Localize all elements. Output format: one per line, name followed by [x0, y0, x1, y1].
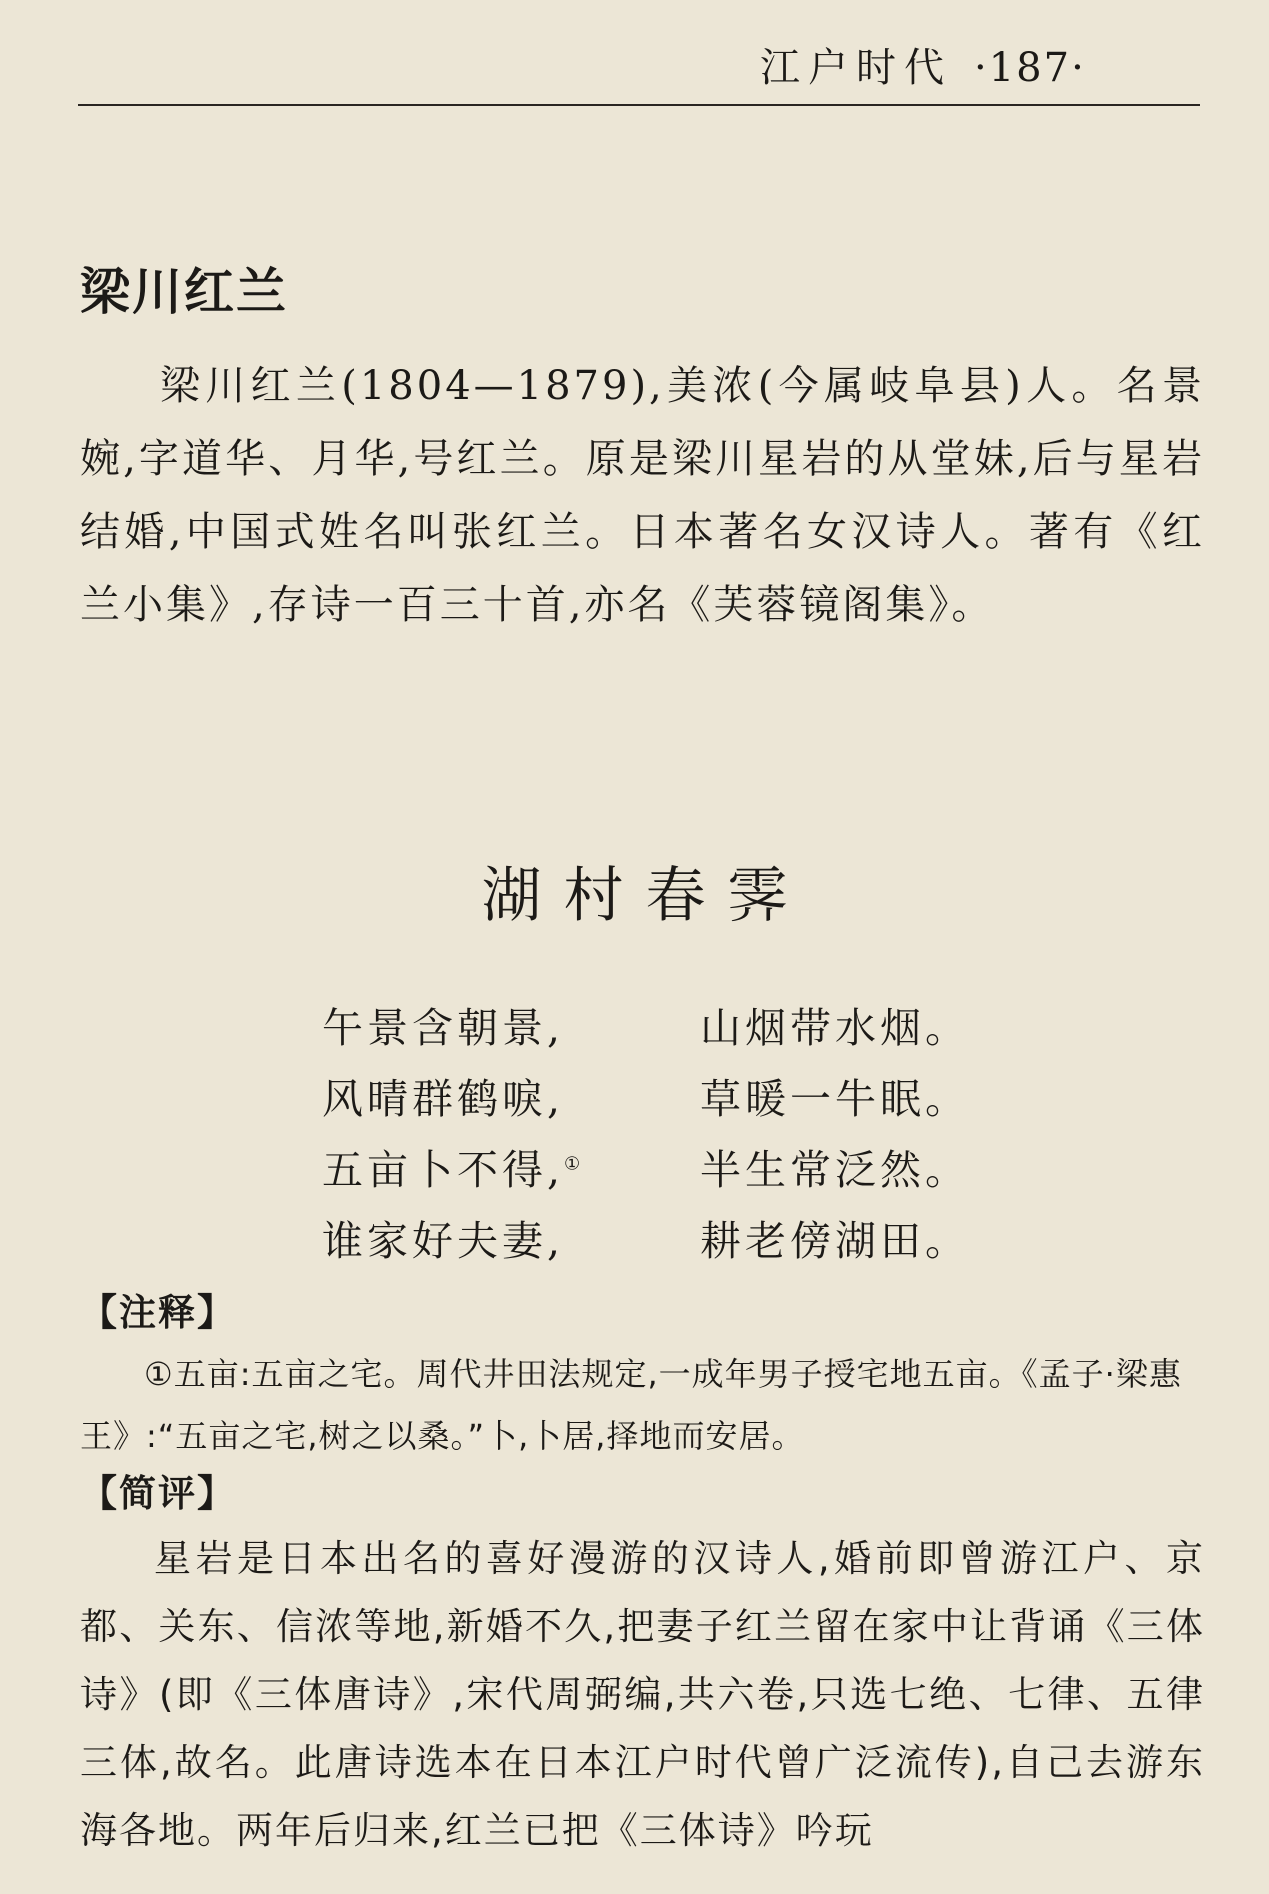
- poem-line-second-half: 半生常泛然。: [700, 1146, 970, 1194]
- poem-line-second-half: 耕老傍湖田。: [700, 1217, 970, 1265]
- commentary-text: 星岩是日本出名的喜好漫游的汉诗人,婚前即曾游江户、京都、关东、信浓等地,新婚不久,把妻子红兰留在家中让背诵《三体诗》(即《三体唐诗》,宋代周弼编,共六卷,只选七绝、七律、五律三体,故名。此唐诗选本在日本江户时代曾广泛流传),自己去游东海各地。两年后归来,红兰已把《三体诗》吟玩: [80, 1537, 1205, 1852]
- header-rule: [78, 104, 1200, 106]
- notes-heading: 【注释】: [80, 1291, 236, 1334]
- poem-line-first-half: 谁家好夫妻,: [322, 1217, 565, 1265]
- poem-line-first-half: 五亩卜不得,: [322, 1146, 565, 1194]
- poem-line: [322, 995, 970, 1066]
- poem-line: [322, 1208, 970, 1279]
- poem-line-second-half: 山烟带水烟。: [700, 1004, 970, 1052]
- author-bio: 梁川红兰(1804—1879),美浓(今属岐阜县)人。名景婉,字道华、月华,号红兰。原是梁川星岩的从堂妹,后与星岩结婚,中国式姓名叫张红兰。日本著名女汉诗人。著有《红兰小集》,存诗一百三十首,亦名《芙蓉镜阁集》。: [80, 363, 1205, 628]
- poem-body: [322, 995, 970, 1279]
- poem-line-first-half: 午景含朝景,: [322, 1004, 565, 1052]
- page-number: ·187·: [974, 45, 1086, 91]
- footnote-marker: ①: [564, 1153, 581, 1175]
- poem-line: [322, 1066, 970, 1137]
- poem-line: [322, 1137, 970, 1208]
- author-heading: 梁川红兰: [80, 263, 288, 321]
- section-title: 江户时代: [760, 45, 952, 91]
- commentary-heading: 【简评】: [80, 1472, 236, 1515]
- poem-line-first-half-wrapper: [322, 1137, 700, 1196]
- poem-title: 湖村春霁: [481, 861, 810, 931]
- running-header: [760, 36, 1180, 93]
- poem-line-first-half: 风晴群鹤唳,: [322, 1075, 565, 1123]
- poem-line-second-half: 草暖一牛眠。: [700, 1075, 970, 1123]
- notes-text: ①五亩:五亩之宅。周代井田法规定,一成年男子授宅地五亩。《孟子·梁惠王》:“五亩之宅,树之以桑。”卜,卜居,择地而安居。: [80, 1355, 1182, 1455]
